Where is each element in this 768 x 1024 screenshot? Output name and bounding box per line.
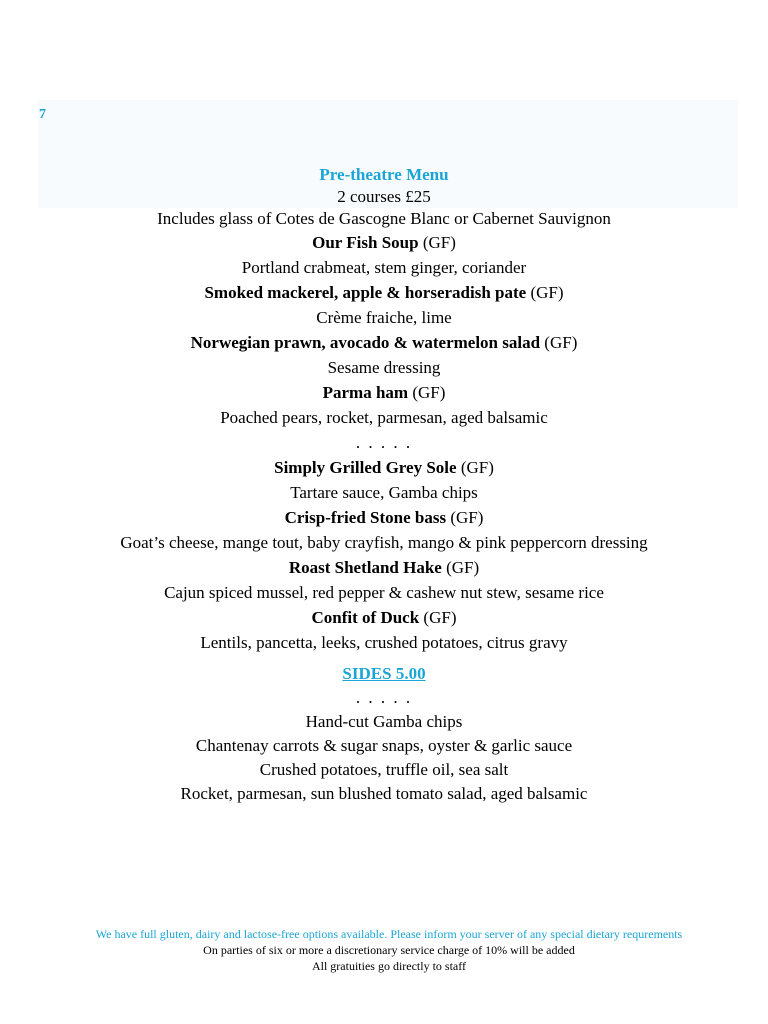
dish-description: Lentils, pancetta, leeks, crushed potatoes, citrus gravy: [200, 633, 568, 652]
footer: [60, 926, 718, 974]
dish-description: Cajun spiced mussel, red pepper & cashew nut stew, sesame rice: [164, 583, 604, 602]
menu-price: 2 courses £25: [337, 187, 431, 206]
menu: [0, 164, 768, 806]
gratuities-notice: All gratuities go directly to staff: [311, 959, 467, 973]
dish-name: Parma ham (GF): [322, 383, 446, 402]
menu-title: Pre-theatre Menu: [319, 165, 449, 184]
dish-description: Goat’s cheese, mange tout, baby crayfish, mango & pink peppercorn dressing: [120, 533, 648, 552]
dietary-notice: We have full gluten, dairy and lactose-free options available. Please inform your server of any special dietary requrements: [95, 927, 683, 941]
dish-name: Norwegian prawn, avocado & watermelon salad (GF): [190, 333, 578, 352]
side-item: Crushed potatoes, truffle oil, sea salt: [259, 760, 509, 779]
dish-description: Portland crabmeat, stem ginger, coriander: [241, 258, 527, 277]
menu-includes: Includes glass of Cotes de Gascogne Blanc or Cabernet Sauvignon: [157, 209, 611, 228]
side-item: Chantenay carrots & sugar snaps, oyster & garlic sauce: [195, 736, 573, 755]
dish-name: Smoked mackerel, apple & horseradish pate (GF): [204, 283, 564, 302]
dish-name: Our Fish Soup (GF): [312, 233, 456, 252]
dish-description: Sesame dressing: [327, 358, 441, 377]
side-item: Rocket, parmesan, sun blushed tomato salad, aged balsamic: [180, 784, 588, 803]
sides-heading: SIDES 5.00: [342, 664, 426, 683]
sides-separator: . . . . .: [355, 688, 413, 707]
dish-name: Simply Grilled Grey Sole (GF): [274, 458, 494, 477]
dish-name: Crisp-fried Stone bass (GF): [284, 508, 484, 527]
side-item: Hand-cut Gamba chips: [305, 712, 463, 731]
dish-name: Confit of Duck (GF): [311, 608, 457, 627]
page-number: 7: [39, 107, 46, 122]
service-charge-notice: On parties of six or more a discretionary service charge of 10% will be added: [203, 943, 575, 957]
dish-name: Roast Shetland Hake (GF): [288, 558, 480, 577]
sides-section: [0, 663, 768, 806]
course-separator: . . . . .: [355, 433, 413, 452]
dish-description: Poached pears, rocket, parmesan, aged balsamic: [220, 408, 548, 427]
dish-description: Crème fraiche, lime: [316, 308, 452, 327]
dish-description: Tartare sauce, Gamba chips: [290, 483, 478, 502]
